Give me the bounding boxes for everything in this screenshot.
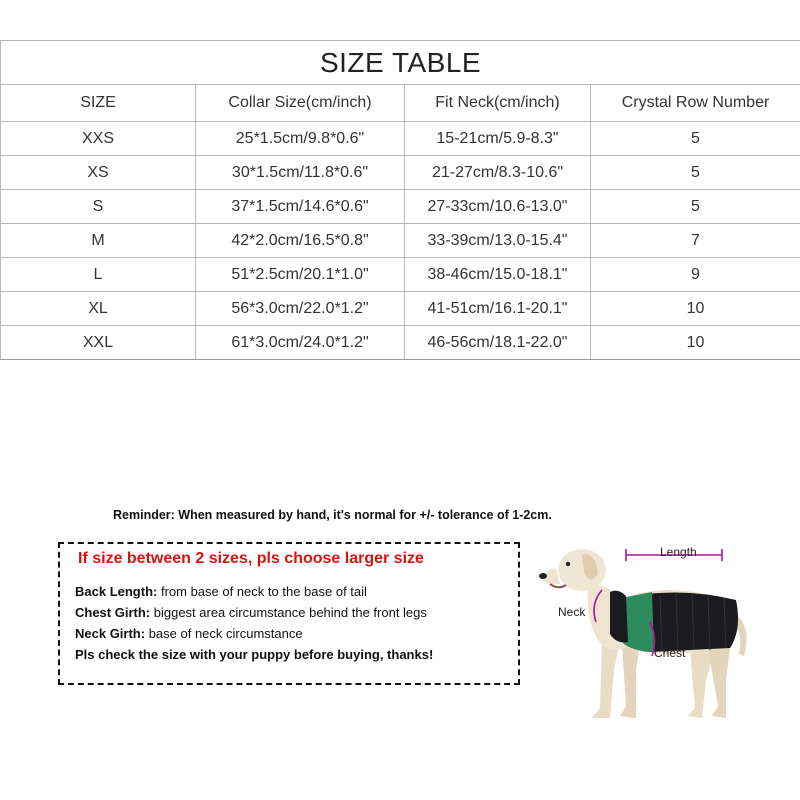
column-header-crystal-row: Crystal Row Number [591, 85, 800, 122]
cell-collar-size: 56*3.0cm/22.0*1.2" [196, 292, 405, 326]
cell-collar-size: 30*1.5cm/11.8*0.6" [196, 156, 405, 190]
table-row [1, 190, 800, 224]
cell-crystal-row: 10 [591, 292, 800, 326]
table-row [1, 224, 800, 258]
dog-measurement-diagram [530, 530, 790, 730]
cell-collar-size: 42*2.0cm/16.5*0.8" [196, 224, 405, 258]
cell-size: XXL [1, 326, 196, 360]
cell-fit-neck: 15-21cm/5.9-8.3" [405, 122, 591, 156]
tip-neck-girth-label: Neck Girth: [75, 626, 146, 641]
cell-fit-neck: 41-51cm/16.1-20.1" [405, 292, 591, 326]
tip-back-length-label: Back Length: [75, 584, 158, 599]
cell-collar-size: 25*1.5cm/9.8*0.6" [196, 122, 405, 156]
dog-vest [610, 591, 738, 652]
column-header-fit-neck: Fit Neck(cm/inch) [405, 85, 591, 122]
cell-size: M [1, 224, 196, 258]
table-row [1, 122, 800, 156]
chest-label: Chest [654, 646, 686, 660]
tip-neck-girth [75, 626, 303, 641]
cell-crystal-row: 7 [591, 224, 800, 258]
cell-size: L [1, 258, 196, 292]
cell-crystal-row: 5 [591, 122, 800, 156]
tip-back-length [75, 584, 367, 599]
length-label: Length [660, 545, 697, 559]
column-header-size: SIZE [1, 85, 196, 122]
tip-closing: Pls check the size with your puppy before buying, thanks! [75, 647, 434, 662]
sizing-tips-box [58, 542, 520, 685]
tip-chest-girth-label: Chest Girth: [75, 605, 151, 620]
tips-heading: If size between 2 sizes, pls choose larger size [78, 550, 424, 567]
cell-crystal-row: 9 [591, 258, 800, 292]
table-row [1, 326, 800, 360]
table-row [1, 258, 800, 292]
tip-neck-girth-text: base of neck circumstance [145, 626, 303, 641]
cell-crystal-row: 5 [591, 156, 800, 190]
table-row [1, 292, 800, 326]
column-header-collar-size: Collar Size(cm/inch) [196, 85, 405, 122]
cell-collar-size: 61*3.0cm/24.0*1.2" [196, 326, 405, 360]
neck-label: Neck [558, 605, 586, 619]
tip-back-length-text: from base of neck to the base of tail [157, 584, 367, 599]
cell-crystal-row: 5 [591, 190, 800, 224]
cell-crystal-row: 10 [591, 326, 800, 360]
cell-size: S [1, 190, 196, 224]
cell-size: XXS [1, 122, 196, 156]
cell-size: XS [1, 156, 196, 190]
table-row [1, 156, 800, 190]
measurement-reminder: Reminder: When measured by hand, it's normal for +/- tolerance of 1-2cm. [113, 508, 552, 522]
cell-collar-size: 37*1.5cm/14.6*0.6" [196, 190, 405, 224]
tip-chest-girth [75, 605, 427, 620]
table-title: SIZE TABLE [1, 41, 800, 85]
table-header-row [1, 85, 800, 122]
cell-fit-neck: 38-46cm/15.0-18.1" [405, 258, 591, 292]
cell-fit-neck: 27-33cm/10.6-13.0" [405, 190, 591, 224]
cell-fit-neck: 33-39cm/13.0-15.4" [405, 224, 591, 258]
tip-chest-girth-text: biggest area circumstance behind the front legs [150, 605, 427, 620]
cell-fit-neck: 21-27cm/8.3-10.6" [405, 156, 591, 190]
cell-collar-size: 51*2.5cm/20.1*1.0" [196, 258, 405, 292]
cell-fit-neck: 46-56cm/18.1-22.0" [405, 326, 591, 360]
cell-size: XL [1, 292, 196, 326]
size-table [0, 40, 800, 360]
